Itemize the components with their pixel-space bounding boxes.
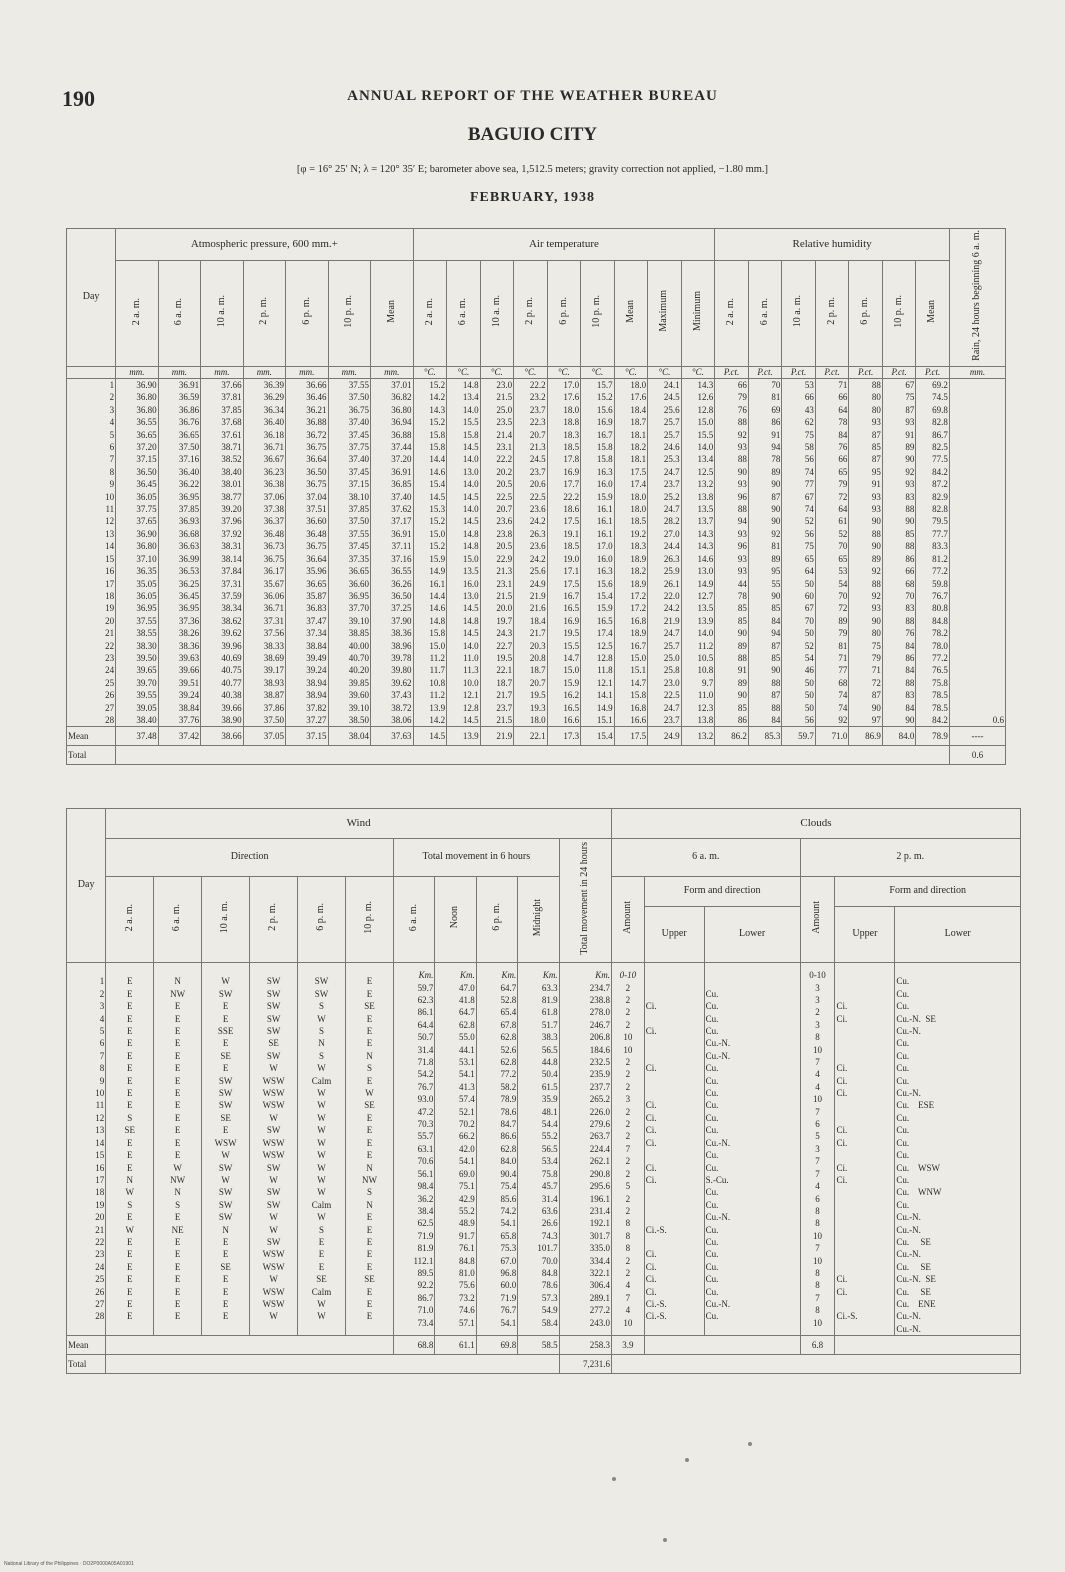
unit-cell <box>67 367 116 379</box>
clouds-6am-lower-header: Lower <box>704 907 800 963</box>
pressure-10pm-values: 37.55 37.50 36.75 37.40 37.45 37.75 37.40 37.45 37.15 38.10 37.85 37.50 37.55 37.45 37.35 36.65 36.60 36.95 37.70 39.10 38.85 40.00 40.70 40.20 39.85 39.60 39.10 38.50 <box>328 379 370 727</box>
mean-cell: 59.7 <box>782 727 816 746</box>
air-10pm-values: 15.7 15.2 15.6 16.9 16.7 15.8 15.8 16.3 16.0 15.9 16.1 16.1 16.1 17.0 16.0 16.3 15.6 15.4 15.9 16.5 17.4 12.5 12.8 11.8 12.1 14.1 14.9 15.1 <box>581 379 615 727</box>
specks <box>612 1477 616 1481</box>
movement-24h-header: Total movement in 24 hours <box>559 839 611 963</box>
direction-6pm-values: SW SW S W S N S W Calm W W W W W W W W W Calm W S E E E SE Calm W W <box>298 963 346 1336</box>
unit-cell: mm. <box>286 367 328 379</box>
air-10am-values: 23.0 21.5 25.0 23.5 21.4 23.1 22.2 20.2 20.5 22.5 20.7 23.6 23.8 20.5 22.9 21.3 23.1 21.5 20.0 19.7 24.3 22.7 19.5 22.1 18.7 21.7 23.7 21.5 <box>480 379 514 727</box>
unit-cell: °C. <box>480 367 514 379</box>
mean-cell: 78.9 <box>916 727 950 746</box>
mean-row-blank <box>835 1336 1021 1355</box>
mean-cell: 38.66 <box>201 727 243 746</box>
total-row-blank <box>106 1355 559 1374</box>
clouds-6am-upper-header: Upper <box>644 907 704 963</box>
unit-cell: °C. <box>681 367 715 379</box>
clouds-2pm-lower-header: Lower <box>895 907 1021 963</box>
pressure-col-6pm: 6 p. m. <box>286 261 328 367</box>
clouds-group-header: Clouds <box>611 809 1020 839</box>
direction-group-header: Direction <box>106 839 394 877</box>
unit-cell: mm. <box>370 367 413 379</box>
direction-col-6pm: 6 p. m. <box>298 877 346 963</box>
air-col-10pm: 10 p. m. <box>581 261 615 367</box>
air-col-6pm: 6 p. m. <box>547 261 581 367</box>
pressure-col-2am: 2 a. m. <box>116 261 158 367</box>
direction-6am-values: N NW E E E E E E E E E E E E E W NW N S E NE E E E E E E E <box>154 963 202 1336</box>
unit-cell: °C. <box>648 367 682 379</box>
unit-cell: °C. <box>514 367 548 379</box>
pressure-group-header: Atmospheric pressure, 600 mm.+ <box>116 229 413 261</box>
humidity-2pm-values: 71 66 64 78 84 76 66 65 79 72 64 61 52 70 65 53 54 70 72 89 79 81 71 77 68 74 74 92 <box>815 379 849 727</box>
unit-cell: mm. <box>949 367 1005 379</box>
mean-cell: 85.3 <box>748 727 782 746</box>
unit-cell: °C. <box>614 367 648 379</box>
direction-col-2am: 2 a. m. <box>106 877 154 963</box>
page-number: 190 <box>62 86 95 111</box>
clouds-6am-header: 6 a. m. <box>611 839 800 877</box>
direction-col-10am: 10 a. m. <box>202 877 250 963</box>
mean-row-label-2: Mean <box>67 1336 106 1355</box>
mean-cell: 37.42 <box>158 727 200 746</box>
pressure-6pm-values: 36.66 36.46 36.21 36.88 36.72 36.75 36.64 36.50 36.75 37.04 37.51 36.60 36.48 36.75 36.64 35.96 36.65 35.87 36.83 37.47 37.34 38.84 39.49 39.24 38.94 38.94 37.82 37.27 <box>286 379 328 727</box>
day-numbers-column: 1 2 3 4 5 6 7 8 9 10 11 12 13 14 15 16 17 18 19 20 21 22 23 24 25 26 27 28 <box>67 379 116 727</box>
km-unit: Km. <box>418 970 434 981</box>
km-unit: Km. <box>501 970 517 981</box>
pressure-2am-values: 36.90 36.80 36.80 36.55 36.65 37.20 37.15 36.50 36.45 36.05 37.75 37.65 36.90 36.80 37.10 36.35 35.05 36.05 36.95 37.55 38.55 38.30 39.50 39.65 39.70 39.55 39.05 38.40 <box>116 379 158 727</box>
humidity-col-6am: 6 a. m. <box>748 261 782 367</box>
clouds-2pm-amount-values: 0-10 3 3 2 3 8 10 7 4 4 10 7 6 5 3 7 7 4 6 8 8 10 7 10 8 8 7 8 10 <box>800 963 835 1336</box>
total-row-blank <box>116 746 950 765</box>
humidity-col-10pm: 10 p. m. <box>882 261 916 367</box>
unit-cell: mm. <box>158 367 200 379</box>
rain-values: 0.6 <box>949 379 1005 727</box>
unit-cell: mm. <box>243 367 285 379</box>
running-head: ANNUAL REPORT OF THE WEATHER BUREAU <box>347 88 718 104</box>
source-footer: National Library of the Philippines · DO2P0000A05A01901 <box>4 1561 134 1567</box>
mean-cell: 71.0 <box>815 727 849 746</box>
movement-noon-values <box>435 963 476 1336</box>
wind-group-header: Wind <box>106 809 612 839</box>
day-header: Day <box>67 229 116 367</box>
specks <box>685 1458 689 1462</box>
movement-6am-values <box>393 963 434 1336</box>
mean-cell: 13.9 <box>447 727 481 746</box>
pressure-10am-values: 37.66 37.81 37.85 37.68 37.61 38.71 38.52 38.40 38.01 38.77 39.20 37.96 37.92 38.31 38.14 37.84 37.31 37.59 38.34 38.62 39.62 39.96 40.69 40.75 40.77 40.38 39.66 38.90 <box>201 379 243 727</box>
clouds-6am-amount-list: 2 2 2 2 10 10 2 2 2 3 2 2 2 7 2 2 5 2 2 8 8 8 2 2 4 7 4 10 <box>623 982 633 1328</box>
air-6am-values: 14.8 13.4 14.0 15.5 15.8 14.5 14.0 13.0 14.0 14.5 14.0 14.5 14.8 14.8 15.0 13.5 16.0 13.0 14.5 14.8 14.5 14.0 11.0 11.3 10.0 12.1 12.8 14.5 <box>447 379 481 727</box>
mean-cell: 21.9 <box>480 727 514 746</box>
mean-cell: 17.5 <box>614 727 648 746</box>
air-6pm-values: 17.0 17.6 18.0 18.8 18.3 18.5 17.8 16.9 17.7 22.2 18.6 17.5 19.1 18.5 19.0 17.1 17.5 16.7 16.5 16.9 19.5 15.5 14.7 15.0 15.9 16.2 16.5 16.6 <box>547 379 581 727</box>
total-row-label: Total <box>67 746 116 765</box>
unit-cell: °C. <box>413 367 447 379</box>
day-header-2: Day <box>67 809 106 963</box>
unit-cell: P.ct. <box>916 367 950 379</box>
movement-midnight-values <box>518 963 559 1336</box>
total-row-blank <box>611 1355 1020 1374</box>
mean-cell: 68.8 <box>393 1336 434 1355</box>
mean-cell: 24.9 <box>648 727 682 746</box>
unit-cell: P.ct. <box>715 367 749 379</box>
mean-cell: 22.1 <box>514 727 548 746</box>
air-col-minimum: Minimum <box>681 261 715 367</box>
mean-cell: 37.05 <box>243 727 285 746</box>
mean-cell: 14.5 <box>413 727 447 746</box>
wind-clouds-table <box>66 808 1021 1374</box>
movement-24h-values <box>559 963 611 1336</box>
unit-cell: mm. <box>201 367 243 379</box>
movement-group-header: Total movement in 6 hours <box>393 839 559 877</box>
mean-cell: 86.2 <box>715 727 749 746</box>
mean-row-blank <box>644 1336 800 1355</box>
mean-cell: 6.8 <box>800 1336 835 1355</box>
unit-cell: P.ct. <box>815 367 849 379</box>
humidity-col-mean: Mean <box>916 261 950 367</box>
pressure-mean-values: 37.01 36.82 36.80 36.94 36.88 37.44 37.20 36.91 36.85 37.40 37.62 37.17 36.91 37.11 37.16 36.55 36.26 36.50 37.25 37.90 38.36 38.96 39.78 39.80 39.62 37.43 38.72 38.06 <box>370 379 413 727</box>
mean-cell: 37.48 <box>116 727 158 746</box>
mean-row-blank <box>106 1336 394 1355</box>
clouds-6am-upper-values: Ci. Ci. Ci. Ci. Ci. Ci. Ci. Ci. Ci. Ci.-S. Ci. Ci. Ci. Ci. Ci.-S. Ci.-S. <box>644 963 704 1336</box>
mean-cell: ---- <box>949 727 1005 746</box>
total-movement-cell: 7,231.6 <box>559 1355 611 1374</box>
mean-cell: 37.63 <box>370 727 413 746</box>
mean-cell: 3.9 <box>611 1336 644 1355</box>
amount-unit: 0-10 <box>619 970 637 981</box>
pressure-col-2pm: 2 p. m. <box>243 261 285 367</box>
humidity-group-header: Relative humidity <box>715 229 950 261</box>
mean-cell: 13.2 <box>681 727 715 746</box>
direction-10pm-values: E E SE E E E N S E W SE E E E E N NW S N E E E E E SE E E E <box>346 963 394 1336</box>
km-unit: Km. <box>460 970 475 981</box>
movement-col-6pm: 6 p. m. <box>476 877 517 963</box>
pressure-2pm-values: 36.39 36.29 36.34 36.40 36.18 36.71 36.67 36.23 36.38 37.06 37.38 36.37 36.48 36.73 36.75 36.17 35.67 36.06 36.71 37.31 37.56 38.33 38.69 39.17 38.93 38.87 37.86 37.50 <box>243 379 285 727</box>
direction-col-2pm: 2 p. m. <box>250 877 298 963</box>
station-title: BAGUIO CITY <box>467 124 598 145</box>
clouds-6am-form-header: Form and direction <box>644 877 800 907</box>
unit-cell: P.ct. <box>782 367 816 379</box>
clouds-6am-amount-header: Amount <box>611 877 644 963</box>
humidity-2am-values: 66 79 76 88 92 93 88 90 93 96 88 94 93 96 93 93 44 78 85 85 90 89 88 91 89 90 85 86 <box>715 379 749 727</box>
km-unit: Km. <box>542 970 558 981</box>
mean-cell: 17.3 <box>547 727 581 746</box>
direction-col-6am: 6 a. m. <box>154 877 202 963</box>
mean-cell: 38.04 <box>328 727 370 746</box>
clouds-2pm-form-header: Form and direction <box>835 877 1021 907</box>
pressure-6am-values: 36.91 36.59 36.86 36.76 36.65 37.50 37.16 36.40 36.22 36.95 37.85 36.93 36.68 36.63 36.99 36.53 36.25 36.45 36.95 37.36 38.26 38.36 39.63 39.66 39.51 39.24 38.84 37.76 <box>158 379 200 727</box>
mean-row-label: Mean <box>67 727 116 746</box>
pressure-col-10pm: 10 p. m. <box>328 261 370 367</box>
humidity-6pm-values: 88 80 80 93 87 85 87 95 91 93 93 90 88 90 89 92 88 92 93 90 80 75 79 71 72 87 90 97 <box>849 379 883 727</box>
rain-header: Rain, 24 hours beginning 6 a. m. <box>949 229 1005 367</box>
air-minimum-values: 14.3 12.6 12.8 15.0 15.5 14.0 13.4 12.5 13.2 13.8 13.5 13.7 14.3 14.3 14.6 13.0 14.9 12.7 13.5 13.9 14.0 11.2 10.5 10.8 9.7 11.0 12.3 13.8 <box>681 379 715 727</box>
mean-cell: 86.9 <box>849 727 883 746</box>
movement-col-6am: 6 a. m. <box>393 877 434 963</box>
movement-col-noon: Noon <box>435 877 476 963</box>
air-col-2pm: 2 p. m. <box>514 261 548 367</box>
air-col-10am: 10 a. m. <box>480 261 514 367</box>
direction-10am-values: W SW E E SSE E SE E SW SW SW SE E WSW W SW W SW SW SW N E E SE E E E E <box>202 963 250 1336</box>
movement-col-midnight: Midnight <box>518 877 559 963</box>
km-unit: Km. <box>595 970 610 981</box>
mean-cell: 69.8 <box>476 1336 517 1355</box>
total-row-label-2: Total <box>67 1355 106 1374</box>
movement-6pm-values <box>476 963 517 1336</box>
air-2am-values: 15.2 14.2 14.3 15.2 15.8 15.8 14.4 14.6 15.4 14.5 15.3 15.2 15.0 15.2 15.9 14.9 16.1 14.4 14.6 14.8 15.8 15.0 11.2 11.7 10.8 11.2 13.9 14.2 <box>413 379 447 727</box>
station-coordinates: [φ = 16° 25′ N; λ = 120° 35′ E; barometer above sea, 1,512.5 meters; gravity correction not applied, −1.80 mm.] <box>296 164 769 175</box>
unit-cell: mm. <box>328 367 370 379</box>
mean-cell: 84.0 <box>882 727 916 746</box>
movement-midnight-list: 63.3 81.9 61.8 51.7 38.3 56.5 44.8 50.4 61.5 35.9 48.1 54.4 55.2 56.5 53.4 75.8 45.7 31.4 63.6 26.6 74.3 101.7 70.0 84.8 78.6 57.3 54.9 58.4 <box>537 982 558 1328</box>
direction-2pm-values: SW SW SW SW SW SE SW W WSW WSW WSW W SW WSW WSW SW W SW SW W W SW WSW WSW W WSW WSW W <box>250 963 298 1336</box>
humidity-10am-values: 53 66 43 62 75 58 56 74 77 67 74 52 56 75 65 64 50 60 67 70 50 52 54 46 50 50 50 56 <box>782 379 816 727</box>
humidity-col-2am: 2 a. m. <box>715 261 749 367</box>
specks <box>663 1538 667 1542</box>
unit-cell: °C. <box>581 367 615 379</box>
clouds-2pm-header: 2 p. m. <box>800 839 1020 877</box>
pressure-col-mean: Mean <box>370 261 413 367</box>
mean-cell: 37.15 <box>286 727 328 746</box>
unit-cell: mm. <box>116 367 158 379</box>
unit-cell: °C. <box>447 367 481 379</box>
total-rain-cell: 0.6 <box>949 746 1005 765</box>
air-col-6am: 6 a. m. <box>447 261 481 367</box>
mean-cell: 61.1 <box>435 1336 476 1355</box>
air-maximum-values: 24.1 24.5 25.6 25.7 25.7 24.6 25.3 24.7 23.7 25.2 24.7 28.2 27.0 24.4 26.3 25.9 26.1 22.0 24.2 21.9 24.7 25.7 25.0 25.8 23.0 22.5 24.7 23.7 <box>648 379 682 727</box>
unit-cell: P.ct. <box>849 367 883 379</box>
humidity-10pm-values: 67 75 87 93 91 89 90 92 93 83 88 90 85 88 86 66 68 70 83 88 76 84 86 84 88 83 84 90 <box>882 379 916 727</box>
humidity-col-10am: 10 a. m. <box>782 261 816 367</box>
air-2pm-values: 22.2 23.2 23.7 22.3 20.7 21.3 24.5 23.7 20.6 22.5 23.6 24.2 26.3 23.6 24.2 25.6 24.9 21.9 21.6 18.4 21.7 20.3 20.8 18.7 20.7 19.5 19.3 18.0 <box>514 379 548 727</box>
pressure-col-10am: 10 a. m. <box>201 261 243 367</box>
movement-6pm-list: 64.7 52.8 65.4 67.8 62.8 52.6 62.8 77.2 58.2 78.9 78.6 84.7 86.6 62.8 84.0 90.4 75.4 85.6 74.2 54.1 65.8 75.3 67.0 96.8 60.0 71.9 76.7 54.1 <box>500 982 517 1328</box>
direction-2am-values: E E E E E E E E E E E S SE E E E N W S E W E E E E E E E <box>106 963 154 1336</box>
pressure-temperature-humidity-table <box>66 228 1006 765</box>
movement-6am-list: 59.7 62.3 86.1 64.4 50.7 31.4 71.8 54.2 76.7 93.0 47.2 70.3 55.7 63.1 70.6 56.1 98.4 36.2 38.4 62.5 71.9 81.9 112.1 89.5 92.2 86.7 71.0 73.4 <box>413 982 434 1328</box>
day-numbers-column-2: 1 2 3 4 5 6 7 8 9 10 11 12 13 14 15 16 17 18 19 20 21 22 23 24 25 26 27 28 <box>67 963 106 1336</box>
clouds-2pm-upper-values: Ci. Ci. Ci. Ci. Ci. Ci. Ci. Ci. Ci. Ci. Ci. Ci.-S. <box>835 963 895 1336</box>
clouds-6am-amount-values <box>611 963 644 1336</box>
unit-cell: °C. <box>547 367 581 379</box>
clouds-6am-lower-values: Cu. Cu. Cu. Cu. Cu.-N. Cu.-N. Cu. Cu. Cu. Cu. Cu. Cu. Cu.-N. Cu. Cu. S.-Cu. Cu. Cu. Cu.-N. Cu. Cu. Cu. Cu. Cu. Cu. Cu.-N. Cu. <box>704 963 800 1336</box>
direction-col-10pm: 10 p. m. <box>346 877 394 963</box>
air-col-mean: Mean <box>614 261 648 367</box>
mean-cell: 58.5 <box>518 1336 559 1355</box>
movement-noon-list: 47.0 41.8 64.7 62.8 55.0 44.1 53.1 54.1 41.3 57.4 52.1 70.2 66.2 42.0 54.1 69.0 75.1 42.9 55.2 48.9 91.7 76.1 84.8 81.0 75.6 73.2 74.6 57.1 <box>459 982 475 1328</box>
air-col-2am: 2 a. m. <box>413 261 447 367</box>
specks <box>748 1442 752 1446</box>
humidity-col-6pm: 6 p. m. <box>849 261 883 367</box>
air-col-maximum: Maximum <box>648 261 682 367</box>
movement-24h-list: 234.7 238.8 278.0 246.7 206.8 184.6 232.5 235.9 237.7 265.2 226.0 279.6 263.7 224.4 262.1 290.8 295.6 196.1 231.4 192.1 301.7 335.0 334.4 322.1 306.4 289.1 277.2 243.0 <box>589 982 610 1328</box>
air-mean-values: 18.0 17.6 18.4 18.7 18.1 18.2 18.1 17.5 17.4 18.0 18.0 18.5 19.2 18.3 18.9 18.2 18.9 17.2 17.2 16.8 18.9 16.7 15.0 15.1 14.7 15.8 16.8 16.6 <box>614 379 648 727</box>
month-heading: FEBRUARY, 1938 <box>469 190 595 205</box>
unit-cell: P.ct. <box>882 367 916 379</box>
humidity-mean-values: 69.2 74.5 69.8 82.8 86.7 82.5 77.5 84.2 87.2 82.9 82.8 79.5 77.7 83.3 81.2 77.2 59.8 76.7 80.8 84.8 78.2 78.0 77.2 76.5 75.8 78.5 78.5 84.2 <box>916 379 950 727</box>
mean-cell: 258.3 <box>559 1336 611 1355</box>
clouds-2pm-amount-header: Amount <box>800 877 835 963</box>
humidity-6am-values: 70 81 69 86 91 94 78 89 90 87 90 90 92 81 89 95 55 90 85 84 94 87 85 90 88 87 88 84 <box>748 379 782 727</box>
pressure-col-6am: 6 a. m. <box>158 261 200 367</box>
clouds-2pm-upper-header: Upper <box>835 907 895 963</box>
air-temperature-group-header: Air temperature <box>413 229 715 261</box>
clouds-2pm-lower-values: Cu. Cu. Cu. Cu.-N. SE Cu.-N. Cu. Cu. Cu. Cu. Cu.-N. Cu. ESE Cu. Cu. Cu. Cu. Cu. WSW Cu. Cu. WNW Cu. Cu.-N. Cu.-N. Cu. SE Cu.-N. Cu. SE Cu.-N. SE Cu. SE Cu. ENE Cu.-N. Cu.-N. <box>895 963 1021 1336</box>
mean-cell: 15.4 <box>581 727 615 746</box>
humidity-col-2pm: 2 p. m. <box>815 261 849 367</box>
unit-cell: P.ct. <box>748 367 782 379</box>
